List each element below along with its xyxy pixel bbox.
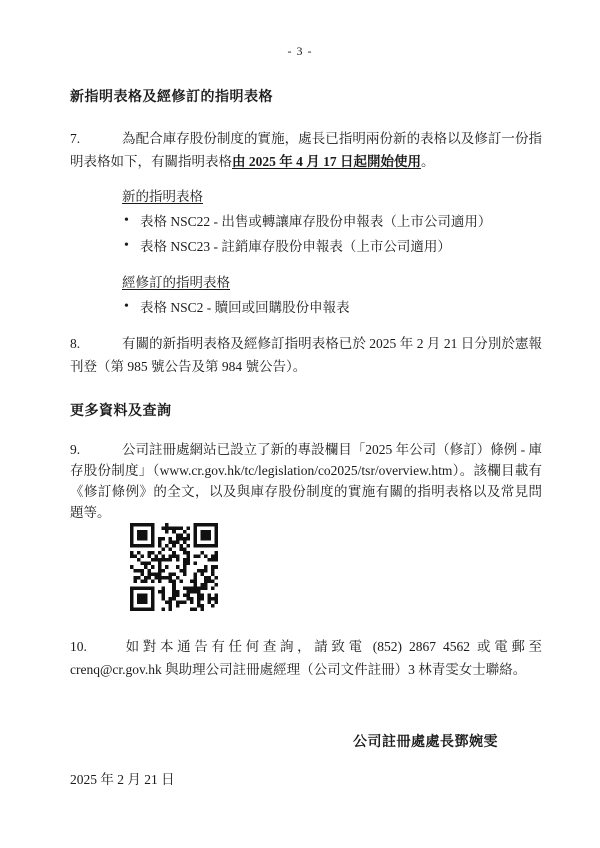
paragraph-7-number: 7. [70, 131, 81, 146]
paragraph-10 [70, 635, 542, 681]
list-item-nsc2 [70, 300, 542, 316]
paragraph-8-text: 有關的新指明表格及經修訂指明表格已於 2025 年 2 月 21 日分別於憲報刊登（第 985 號公告及第 984 號公告）。 [70, 336, 542, 374]
qr-code [130, 523, 542, 611]
paragraph-9 [70, 439, 542, 523]
bullet-icon: • [124, 299, 129, 314]
section-heading-more-info: 更多資料及查詢 [70, 404, 172, 419]
paragraph-9-text: 公司註冊處網站已設立了新的專設欄目「2025 年公司（修訂）條例 - 庫存股份制度」（ [70, 442, 542, 478]
paragraph-10-text: 如對本通告有任何查詢，請致電 (852) 2867 4562 或電郵至 [122, 639, 542, 654]
qr-code-image [130, 523, 218, 611]
bullet-icon: • [124, 238, 129, 253]
paragraph-8 [70, 332, 542, 378]
paragraph-7-period: 。 [421, 154, 435, 169]
paragraph-7-text: 為配合庫存股份制度的實施，處長已指明兩份新的表格以及修訂一份指明表格如下，有關指明表格 [70, 131, 542, 169]
paragraph-8-number: 8. [70, 336, 81, 351]
document-date: 2025 年 2 月 21 日 [70, 772, 175, 787]
subheading-new-specified-forms: 新的指明表格 [122, 189, 203, 204]
section-heading-new-forms: 新指明表格及經修訂的指明表格 [70, 90, 273, 105]
email-address-text: crenq@cr.gov.hk [70, 662, 162, 677]
subheading-revised-specified-forms: 經修訂的指明表格 [122, 275, 230, 290]
list-item-text: 表格 NSC23 - 註銷庫存股份申報表（上市公司適用） [140, 239, 451, 254]
paragraph-9-number: 9. [70, 442, 81, 457]
document-body [0, 86, 600, 788]
list-item-nsc23 [70, 239, 542, 255]
effective-date-emphasis: 由 2025 年 4 月 17 日起開始使用 [232, 154, 421, 169]
paragraph-9-text-after: ）。該欄目載有《修訂條例》的全文，以及與庫存股份制度的實施有關的指明表格以及常見問題等。 [70, 463, 543, 520]
paragraph-10-text-after: 與助理公司註冊處經理（公司文件註冊）3 林青雯女士聯絡。 [161, 662, 527, 677]
website-url-text: www.cr.gov.hk/tc/legislation/co2025/tsr/overview.htm [159, 463, 453, 478]
bullet-icon: • [124, 213, 129, 228]
paragraph-7 [70, 127, 542, 173]
page-number: - 3 - [287, 44, 313, 58]
list-item-text: 表格 NSC22 - 出售或轉讓庫存股份申報表（上市公司適用） [140, 214, 492, 229]
signature-registrar: 公司註冊處處長鄧婉雯 [353, 735, 498, 750]
list-item-text: 表格 NSC2 - 贖回或回購股份申報表 [140, 300, 350, 315]
list-item-nsc22 [70, 214, 542, 230]
paragraph-10-number: 10. [70, 639, 87, 654]
